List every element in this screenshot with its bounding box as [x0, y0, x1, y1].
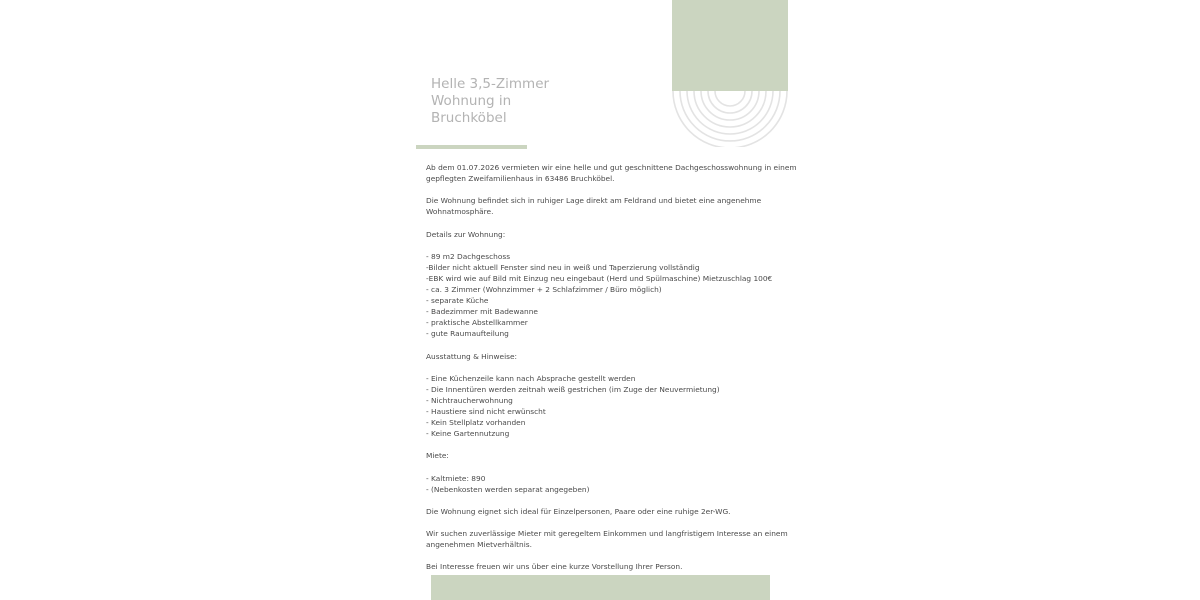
features-item: - Kein Stellplatz vorhanden	[426, 418, 526, 428]
intro-line-1: Ab dem 01.07.2026 vermieten wir eine helle und gut geschnittene Dachgeschosswohnung in einem	[426, 163, 797, 172]
bottom-green-block	[431, 575, 770, 600]
search-line-1: Wir suchen zuverlässige Mieter mit geregeltem Einkommen und langfristigem Interesse an einem	[426, 529, 788, 539]
details-item: - Badezimmer mit Badewanne	[426, 307, 538, 317]
listing-description	[426, 162, 796, 584]
features-list	[426, 373, 796, 440]
details-item: - gute Raumaufteilung	[426, 329, 509, 339]
intro-line-2: gepflegten Zweifamilienhaus in 63486 Bruchköbel.	[426, 174, 615, 184]
listing-title	[431, 76, 581, 127]
location-paragraph	[426, 195, 796, 217]
features-heading: Ausstattung & Hinweise:	[426, 351, 518, 361]
features-item: - Eine Küchenzeile kann nach Absprache gestellt werden	[426, 373, 636, 383]
details-item: -Bilder nicht aktuell Fenster sind neu in weiß und Taperzierung vollständig	[426, 262, 700, 272]
details-item: - separate Küche	[426, 296, 489, 306]
contact-paragraph: Bei Interesse freuen wir uns über eine kurze Vorstellung Ihrer Person.	[426, 562, 683, 572]
location-line-1: Die Wohnung befindet sich in ruhiger Lage direkt am Feldrand und bietet eine angenehme	[426, 196, 762, 206]
features-item: - Die Innentüren werden zeitnah weiß gestrichen (im Zuge der Neuvermietung)	[426, 384, 720, 394]
title-underline-bar	[416, 145, 527, 149]
features-item: - Keine Gartennutzung	[426, 429, 510, 439]
details-item: -EBK wird wie auf Bild mit Einzug neu eingebaut (Herd und Spülmaschine) Mietzuschlag 100€	[426, 273, 773, 283]
title-line-2: Wohnung in	[431, 93, 512, 109]
features-item: - Haustiere sind nicht erwünscht	[426, 407, 546, 417]
details-item: - 89 m2 Dachgeschoss	[426, 251, 511, 261]
intro-paragraph	[426, 162, 796, 184]
details-item: - ca. 3 Zimmer (Wohnzimmer + 2 Schlafzimmer / Büro möglich)	[426, 285, 662, 295]
decorative-green-block	[672, 0, 788, 91]
title-line-3: Bruchköbel	[431, 110, 507, 126]
rent-list	[426, 473, 796, 495]
details-item: - praktische Abstellkammer	[426, 318, 528, 328]
search-line-2: angenehmen Mietverhältnis.	[426, 540, 532, 550]
suitability-paragraph: Die Wohnung eignet sich ideal für Einzelpersonen, Paare oder eine ruhige 2er-WG.	[426, 506, 731, 516]
rent-item: - Kaltmiete: 890	[426, 473, 486, 483]
location-line-2: Wohnatmosphäre.	[426, 207, 494, 217]
search-paragraph	[426, 528, 796, 550]
features-item: - Nichtraucherwohnung	[426, 395, 513, 405]
details-heading: Details zur Wohnung:	[426, 229, 506, 239]
rent-item: - (Nebenkosten werden separat angegeben)	[426, 484, 590, 494]
rent-heading: Miete:	[426, 451, 449, 461]
concentric-arcs-decoration	[672, 91, 788, 147]
details-list	[426, 251, 796, 340]
title-line-1: Helle 3,5-Zimmer	[431, 76, 550, 92]
